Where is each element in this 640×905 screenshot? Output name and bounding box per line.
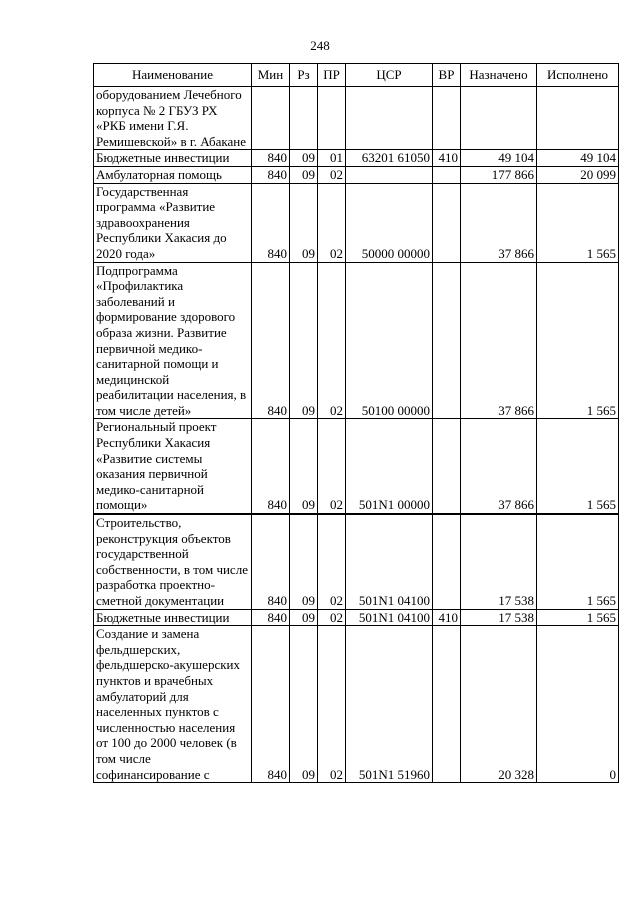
table-row <box>94 609 619 626</box>
page-number: 248 <box>310 38 330 53</box>
cell-name: Государственная программа «Развитие здравоохранения Республики Хакасия до 2020 года» <box>94 183 252 262</box>
cell-assigned: 49 104 <box>461 150 537 167</box>
cell-pr: 02 <box>318 514 346 609</box>
cell-executed: 0 <box>537 626 619 783</box>
cell-rz: 09 <box>290 514 318 609</box>
table-row <box>94 150 619 167</box>
cell-pr: 02 <box>318 262 346 419</box>
cell-vr: 410 <box>433 150 461 167</box>
cell-pr: 02 <box>318 183 346 262</box>
cell-vr <box>433 262 461 419</box>
cell-rz <box>290 87 318 150</box>
table-row <box>94 419 619 514</box>
cell-csr: 50100 00000 <box>346 262 433 419</box>
cell-vr: 410 <box>433 609 461 626</box>
cell-rz: 09 <box>290 419 318 514</box>
cell-assigned: 17 538 <box>461 514 537 609</box>
cell-executed: 1 565 <box>537 609 619 626</box>
cell-csr <box>346 87 433 150</box>
col-header-pr: ПР <box>318 64 346 87</box>
cell-min: 840 <box>252 150 290 167</box>
cell-executed: 1 565 <box>537 183 619 262</box>
cell-name: Подпрограмма «Профилактика заболеваний и формирование здорового образа жизни. Развитие первичной медико-санитарной помощи и медицинской реабилитации населения, в том числе детей» <box>94 262 252 419</box>
col-header-csr: ЦСР <box>346 64 433 87</box>
cell-name: Амбулаторная помощь <box>94 166 252 183</box>
cell-name: оборудованием Лечебного корпуса № 2 ГБУЗ РХ «РКБ имени Г.Я. Ремишевской» в г. Абакане <box>94 87 252 150</box>
table-row <box>94 87 619 150</box>
cell-min: 840 <box>252 609 290 626</box>
budget-table <box>93 63 619 783</box>
cell-pr: 02 <box>318 419 346 514</box>
cell-csr: 63201 61050 <box>346 150 433 167</box>
cell-executed: 1 565 <box>537 514 619 609</box>
cell-vr <box>433 87 461 150</box>
cell-executed: 1 565 <box>537 262 619 419</box>
cell-rz: 09 <box>290 183 318 262</box>
cell-vr <box>433 514 461 609</box>
cell-name: Бюджетные инвестиции <box>94 609 252 626</box>
cell-rz: 09 <box>290 166 318 183</box>
cell-csr: 50000 00000 <box>346 183 433 262</box>
cell-min: 840 <box>252 419 290 514</box>
cell-pr: 01 <box>318 150 346 167</box>
cell-assigned: 37 866 <box>461 183 537 262</box>
cell-pr: 02 <box>318 626 346 783</box>
cell-csr: 501N1 04100 <box>346 514 433 609</box>
table-row <box>94 626 619 783</box>
col-header-min: Мин <box>252 64 290 87</box>
cell-rz: 09 <box>290 150 318 167</box>
cell-pr <box>318 87 346 150</box>
col-header-rz: Рз <box>290 64 318 87</box>
cell-assigned: 17 538 <box>461 609 537 626</box>
cell-min: 840 <box>252 262 290 419</box>
cell-executed: 20 099 <box>537 166 619 183</box>
cell-vr <box>433 166 461 183</box>
cell-vr <box>433 626 461 783</box>
cell-min: 840 <box>252 166 290 183</box>
col-header-vr: ВР <box>433 64 461 87</box>
cell-csr: 501N1 04100 <box>346 609 433 626</box>
cell-min: 840 <box>252 514 290 609</box>
cell-assigned: 37 866 <box>461 262 537 419</box>
cell-name: Создание и замена фельдшерских, фельдшерско-акушерских пунктов и врачебных амбулаторий для населенных пунктов с численностью населения от 100 до 2000 человек (в том числе софинансирование с <box>94 626 252 783</box>
cell-vr <box>433 183 461 262</box>
table-row <box>94 166 619 183</box>
cell-min: 840 <box>252 183 290 262</box>
col-header-executed: Исполнено <box>537 64 619 87</box>
table-row <box>94 514 619 609</box>
cell-pr: 02 <box>318 609 346 626</box>
cell-executed: 1 565 <box>537 419 619 514</box>
cell-min <box>252 87 290 150</box>
table-header-row <box>94 64 619 87</box>
cell-executed: 49 104 <box>537 150 619 167</box>
cell-pr: 02 <box>318 166 346 183</box>
cell-name: Строительство, реконструкция объектов государственной собственности, в том числе разработка проектно-сметной документации <box>94 514 252 609</box>
cell-vr <box>433 419 461 514</box>
cell-executed <box>537 87 619 150</box>
cell-rz: 09 <box>290 626 318 783</box>
cell-rz: 09 <box>290 262 318 419</box>
cell-assigned: 20 328 <box>461 626 537 783</box>
table-row <box>94 262 619 419</box>
col-header-name: Наименование <box>94 64 252 87</box>
cell-csr <box>346 166 433 183</box>
cell-csr: 501N1 00000 <box>346 419 433 514</box>
cell-assigned: 177 866 <box>461 166 537 183</box>
cell-name: Региональный проект Республики Хакасия «Развитие системы оказания первичной медико-санитарной помощи» <box>94 419 252 514</box>
cell-assigned: 37 866 <box>461 419 537 514</box>
cell-assigned <box>461 87 537 150</box>
table-row <box>94 183 619 262</box>
cell-csr: 501N1 51960 <box>346 626 433 783</box>
cell-rz: 09 <box>290 609 318 626</box>
col-header-assigned: Назначено <box>461 64 537 87</box>
cell-min: 840 <box>252 626 290 783</box>
cell-name: Бюджетные инвестиции <box>94 150 252 167</box>
